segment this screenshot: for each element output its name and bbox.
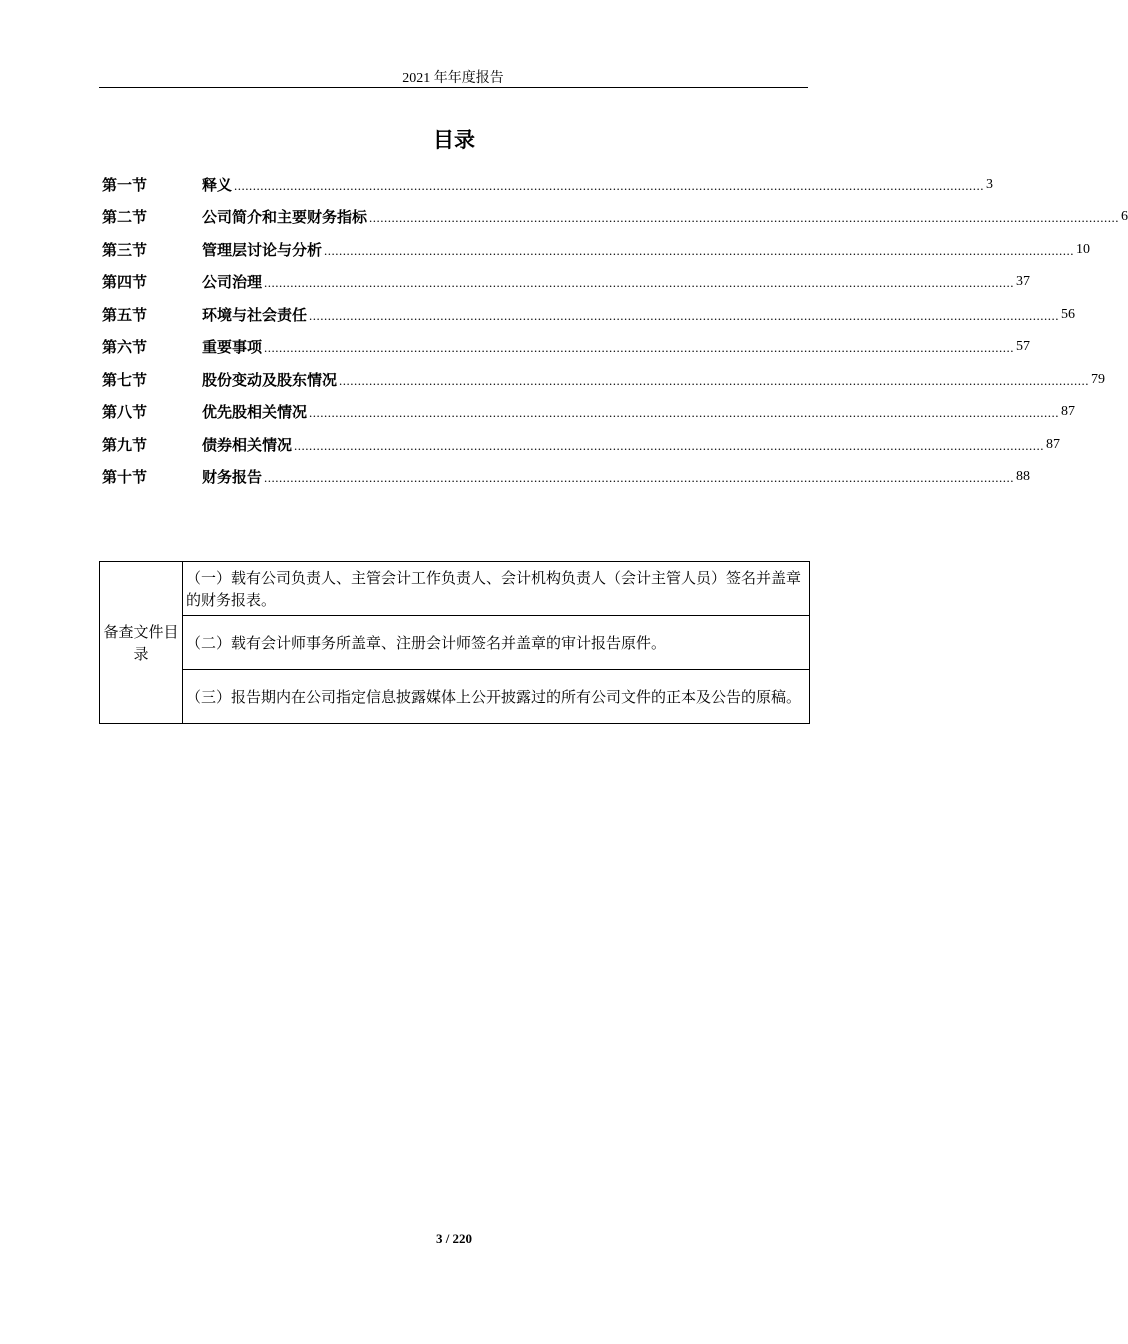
- table-of-contents: [102, 163, 1128, 488]
- toc-section-title: 重要事项: [202, 338, 263, 356]
- toc-leader-dots: ........................................................................................................................................................................................................: [264, 470, 1015, 485]
- header-divider: [99, 87, 808, 88]
- page-number-footer: 3 / 220: [435, 1231, 473, 1246]
- toc-leader-dots: ........................................................................................................................................................................................................: [324, 242, 1075, 258]
- toc-section-number: 第五节: [102, 305, 148, 324]
- toc-leader-dots: ........................................................................................................................................................................................................: [369, 210, 1120, 225]
- toc-page-number: 56: [1061, 306, 1076, 322]
- reference-documents-heading: [100, 562, 183, 724]
- toc-leader-dots: ........................................................................................................................................................................................................: [264, 340, 1015, 355]
- toc-entry[interactable]: [102, 261, 1031, 294]
- toc-entry[interactable]: [102, 163, 994, 196]
- toc-section-number: 第一节: [102, 175, 148, 194]
- running-header: 2021 年年度报告: [402, 71, 504, 86]
- toc-entry[interactable]: [102, 358, 1106, 391]
- toc-entry[interactable]: [102, 326, 1031, 359]
- toc-page-number: 87: [1046, 436, 1061, 452]
- reference-documents-table: [99, 561, 810, 724]
- toc-section-title: 环境与社会责任: [202, 305, 308, 324]
- toc-section-number: 第七节: [102, 370, 148, 389]
- toc-leader-dots: ........................................................................................................................................................................................................: [264, 275, 1015, 290]
- toc-entry[interactable]: [102, 196, 1128, 229]
- toc-section-title: 公司治理: [202, 273, 263, 291]
- toc-section-number: 第二节: [102, 208, 148, 226]
- toc-page-number: 3: [986, 176, 994, 192]
- toc-entry[interactable]: [102, 423, 1061, 456]
- reference-document-item: （三）报告期内在公司指定信息披露媒体上公开披露过的所有公司文件的正本及公告的原稿。: [183, 670, 810, 724]
- toc-page-number: 37: [1016, 274, 1031, 289]
- toc-section-title: 债券相关情况: [202, 435, 293, 454]
- toc-page-number: 10: [1076, 241, 1091, 257]
- toc-page-number: 87: [1061, 404, 1076, 419]
- toc-entry[interactable]: [102, 228, 1091, 261]
- toc-section-title: 股份变动及股东情况: [202, 370, 338, 389]
- toc-leader-dots: ........................................................................................................................................................................................................: [309, 405, 1060, 420]
- toc-entry[interactable]: [102, 391, 1076, 424]
- reference-document-item: （二）载有会计师事务所盖章、注册会计师签名并盖章的审计报告原件。: [183, 616, 810, 670]
- toc-page-number: 57: [1016, 339, 1031, 354]
- toc-section-title: 公司简介和主要财务指标: [202, 208, 368, 226]
- toc-leader-dots: ........................................................................................................................................................................................................: [294, 437, 1045, 453]
- toc-section-number: 第三节: [102, 240, 148, 259]
- toc-leader-dots: ........................................................................................................................................................................................................: [339, 372, 1090, 388]
- toc-section-number: 第十节: [102, 468, 148, 486]
- toc-entry[interactable]: [102, 293, 1076, 326]
- toc-page-number: 6: [1121, 209, 1128, 224]
- reference-documents-heading-text: 备查文件目录: [103, 622, 179, 663]
- toc-section-title: 优先股相关情况: [202, 403, 308, 421]
- toc-section-title: 财务报告: [202, 468, 263, 486]
- toc-section-number: 第四节: [102, 273, 148, 291]
- toc-page-number: 88: [1016, 469, 1031, 484]
- toc-entry[interactable]: [102, 456, 1031, 489]
- toc-leader-dots: ........................................................................................................................................................................................................: [234, 177, 985, 193]
- toc-section-number: 第九节: [102, 435, 148, 454]
- toc-leader-dots: ........................................................................................................................................................................................................: [309, 307, 1060, 323]
- toc-section-title: 管理层讨论与分析: [202, 240, 323, 259]
- toc-section-number: 第六节: [102, 338, 148, 356]
- reference-document-item: （一）载有公司负责人、主管会计工作负责人、会计机构负责人（会计主管人员）签名并盖章的财务报表。: [183, 562, 810, 616]
- toc-section-title: 释义: [202, 175, 233, 194]
- toc-page-number: 79: [1091, 371, 1106, 387]
- toc-title: 目录: [433, 128, 475, 152]
- toc-section-number: 第八节: [102, 403, 148, 421]
